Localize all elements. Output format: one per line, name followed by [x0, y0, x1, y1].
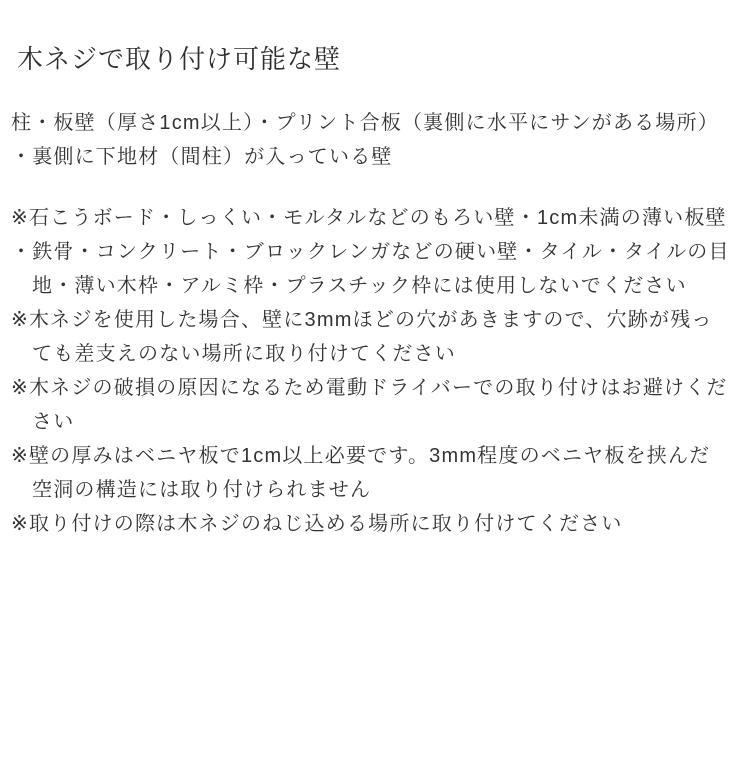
note-line: ても差支えのない場所に取り付けてください	[32, 343, 456, 365]
note-line: ※木ネジを使用した場合、壁に3mmほどの穴があきますので、穴跡が残っ	[11, 309, 713, 331]
wood-screw-wall-info-section	[0, 42, 740, 782]
caution-notes-paragraph	[11, 201, 732, 541]
note-line: ・鉄骨・コンクリート・ブロックレンガなどの硬い壁・タイル・タイルの目	[11, 241, 730, 263]
note-line: 空洞の構造には取り付けられません	[32, 479, 372, 501]
note-line: さい	[32, 411, 75, 433]
note-line: ※壁の厚みはベニヤ板で1cm以上必要です。3mm程度のベニヤ板を挟んだ	[11, 445, 711, 467]
note-line: ※取り付けの際は木ネジのねじ込める場所に取り付けてください	[11, 513, 623, 535]
intro-line: ・裏側に下地材（間柱）が入っている壁	[11, 146, 393, 168]
intro-line: 柱・板壁（厚さ1cm以上）・プリント合板（裏側に水平にサンがある場所）	[11, 112, 719, 134]
note-line: ※石こうボード・しっくい・モルタルなどのもろい壁・1cm未満の薄い板壁	[11, 207, 727, 229]
note-line: ※木ネジの破損の原因になるため電動ドライバーでの取り付けはお避けくだ	[11, 377, 728, 399]
suitable-walls-paragraph	[11, 106, 732, 174]
note-line: 地・薄い木枠・アルミ枠・プラスチック枠には使用しないでください	[32, 275, 687, 297]
section-title: 木ネジで取り付け可能な壁	[17, 44, 342, 74]
